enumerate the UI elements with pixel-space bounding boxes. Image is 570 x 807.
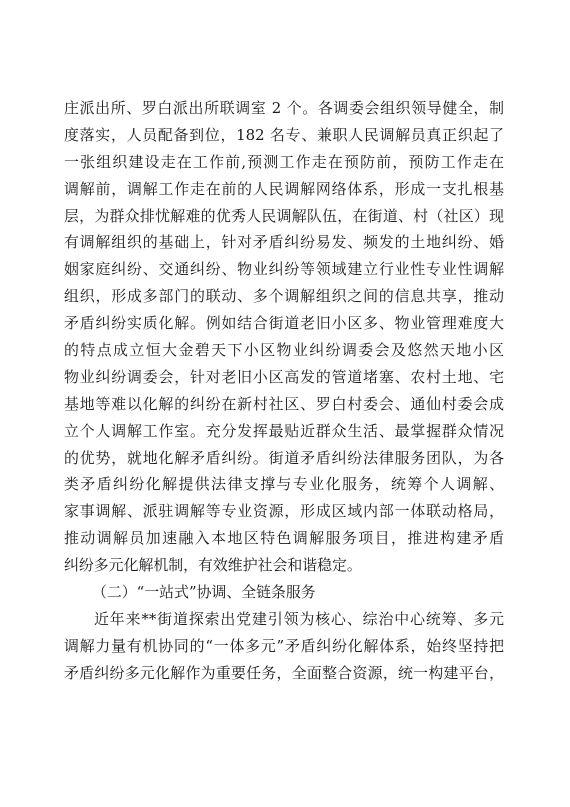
paragraph-line: 的特点成立恒大金碧天下小区物业纠纷调委会及悠然天地小区 <box>64 341 504 360</box>
paragraph-line: 组织，形成多部门的联动、多个调解组织之间的信息共享，推动 <box>64 287 504 306</box>
paragraph-line: 矛盾纠纷多元化解作为重要任务，全面整合资源，统一构建平台， <box>64 663 504 682</box>
paragraph-line: 调解前，调解工作走在前的人民调解网络体系，形成一支扎根基 <box>64 179 504 198</box>
paragraph-line: 近年来**街道探索出党建引领为核心、综治中心统筹、多元 <box>94 609 504 628</box>
paragraph-line: 矛盾纠纷实质化解。例如结合街道老旧小区多、物业管理难度大 <box>64 314 504 333</box>
paragraph-line: 推动调解员加速融入本地区特色调解服务项目，推进构建矛盾 <box>64 529 504 548</box>
paragraph-line: 家事调解、派驻调解等专业资源，形成区域内部一体联动格局， <box>64 502 504 521</box>
paragraph-line: 姻家庭纠纷、交通纠纷、物业纠纷等领域建立行业性专业性调解 <box>64 260 504 279</box>
paragraph-line: 物业纠纷调委会，针对老旧小区高发的管道堵塞、农村土地、宅 <box>64 367 504 386</box>
paragraph-line: 调解力量有机协同的“一体多元”矛盾纠纷化解体系，始终坚持把 <box>64 636 504 655</box>
paragraph-line: 层，为群众排忧解难的优秀人民调解队伍，在街道、村（社区）现 <box>64 206 504 225</box>
section-heading: （二）“一站式”协调、全链条服务 <box>92 583 316 602</box>
paragraph-line: 基地等难以化解的纠纷在新村社区、罗白村委会、通仙村委会成 <box>64 394 504 413</box>
paragraph-line: 有调解组织的基础上，针对矛盾纠纷易发、频发的土地纠纷、婚 <box>64 233 504 252</box>
paragraph-line: 类矛盾纠纷化解提供法律支撑与专业化服务，统筹个人调解、 <box>64 475 504 494</box>
body-text <box>64 95 504 687</box>
paragraph-line: 纠纷多元化解机制，有效维护社会和谐稳定。 <box>64 556 362 575</box>
paragraph-line: 度落实，人员配备到位，182 名专、兼职人民调解员真正织起了 <box>64 125 504 144</box>
paragraph-line: 庄派出所、罗白派出所联调室 2 个。各调委会组织领导健全，制 <box>64 99 504 117</box>
paragraph-line: 的优势，就地化解矛盾纠纷。街道矛盾纠纷法律服务团队，为各 <box>64 448 504 467</box>
paragraph-line: 一张组织建设走在工作前,预测工作走在预防前，预防工作走在 <box>64 152 504 171</box>
paragraph-line: 立个人调解工作室。充分发挥最贴近群众生活、最掌握群众情况 <box>64 421 504 440</box>
